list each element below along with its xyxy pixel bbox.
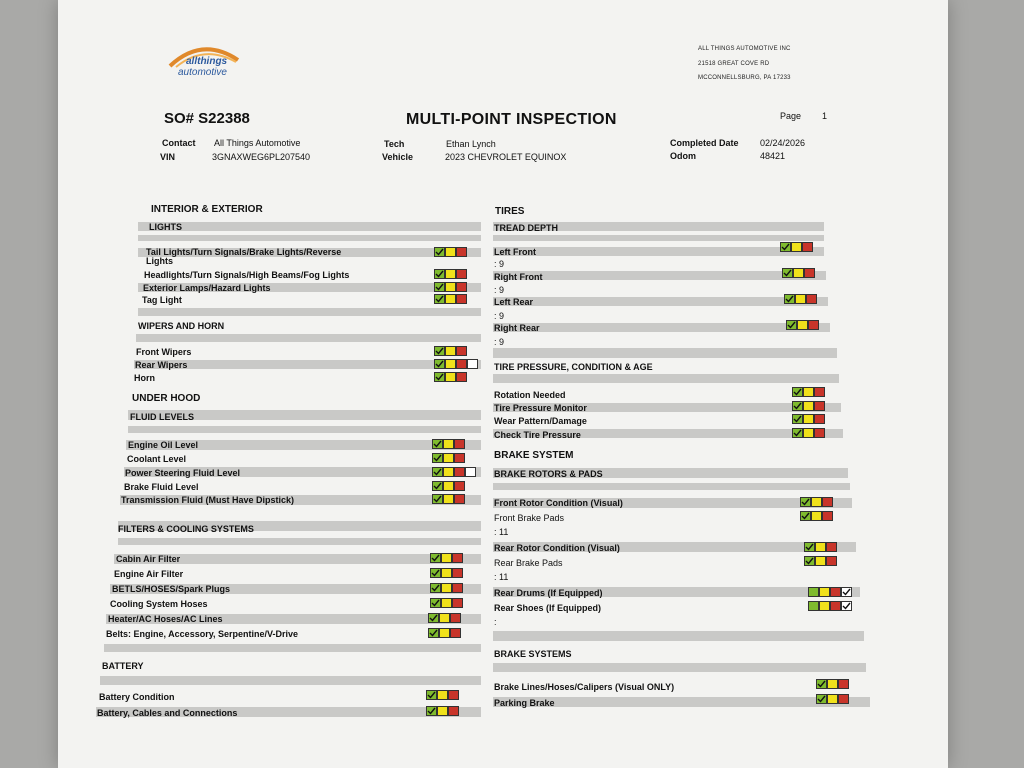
item-right-front: Right Front	[494, 272, 543, 282]
status-checkbox[interactable]	[792, 428, 825, 438]
status-checkbox[interactable]	[816, 694, 849, 704]
status-checkbox[interactable]	[816, 679, 849, 689]
vehicle-label: Vehicle	[382, 152, 414, 162]
item-brake-fluid: Brake Fluid Level	[124, 482, 199, 492]
status-checkbox[interactable]	[426, 690, 459, 700]
logo-line2: automotive	[178, 67, 227, 78]
status-checkbox[interactable]	[434, 247, 467, 257]
status-checkbox[interactable]	[808, 587, 852, 597]
item-engine-air-filter: Engine Air Filter	[114, 569, 184, 579]
row-bar	[493, 663, 866, 672]
item-check-tire-pressure: Check Tire Pressure	[494, 430, 581, 440]
row-bar	[128, 426, 481, 433]
status-checkbox[interactable]	[800, 497, 833, 507]
item-cooling-hoses: Cooling System Hoses	[110, 599, 208, 609]
subsection-filters: FILTERS & COOLING SYSTEMS	[118, 524, 254, 534]
item-rear-rotor: Rear Rotor Condition (Visual)	[494, 543, 620, 553]
item-tag-light: Tag Light	[142, 295, 182, 305]
row-bar	[100, 676, 481, 685]
company-name: ALL THINGS AUTOMOTIVE INC	[698, 46, 791, 52]
status-checkbox[interactable]	[432, 494, 465, 504]
item-cabin-air-filter: Cabin Air Filter	[116, 554, 181, 564]
status-checkbox[interactable]	[430, 598, 463, 608]
section-brake-system: BRAKE SYSTEM	[494, 450, 574, 461]
item-front-brake-pads: Front Brake Pads	[494, 513, 565, 523]
item-rotation-needed: Rotation Needed	[494, 390, 566, 400]
tread-value-left-rear: : 9	[494, 311, 505, 321]
subsection-brake-systems: BRAKE SYSTEMS	[494, 649, 572, 659]
pad-value-rear: : 11	[494, 572, 509, 582]
status-checkbox[interactable]	[428, 613, 461, 623]
row-bar	[138, 308, 481, 316]
item-left-front: Left Front	[494, 247, 536, 257]
company-logo	[166, 40, 242, 86]
vin-label: VIN	[160, 152, 176, 162]
status-checkbox[interactable]	[434, 269, 467, 279]
status-checkbox[interactable]	[432, 439, 465, 449]
item-rear-brake-pads: Rear Brake Pads	[494, 558, 563, 568]
completed-value: 02/24/2026	[760, 138, 806, 148]
subsection-fluid-levels: FLUID LEVELS	[130, 412, 195, 422]
status-checkbox[interactable]	[432, 467, 476, 477]
status-checkbox[interactable]	[808, 601, 852, 611]
page-label: Page	[780, 111, 802, 121]
item-power-steering: Power Steering Fluid Level	[125, 468, 241, 478]
status-checkbox[interactable]	[434, 359, 478, 369]
row-bar	[138, 235, 481, 241]
subsection-lights: LIGHTS	[149, 222, 182, 232]
company-street: 21518 GREAT COVE RD	[698, 61, 770, 67]
item-parking-brake: Parking Brake	[494, 698, 555, 708]
item-tail-lights: Tail Lights/Turn Signals/Brake Lights/Reverse	[146, 247, 342, 257]
row-bar	[493, 631, 864, 641]
contact-value: All Things Automotive	[214, 138, 301, 148]
item-heater-ac-hoses: Heater/AC Hoses/AC Lines	[108, 614, 223, 624]
item-rear-wipers: Rear Wipers	[135, 360, 188, 370]
vehicle-value: 2023 CHEVROLET EQUINOX	[445, 152, 567, 162]
item-brake-lines: Brake Lines/Hoses/Calipers (Visual ONLY)	[494, 682, 675, 692]
item-belts-hoses-plugs: BETLS/HOSES/Spark Plugs	[112, 584, 231, 594]
item-battery-condition: Battery Condition	[99, 692, 175, 702]
status-checkbox[interactable]	[804, 542, 837, 552]
item-front-rotor: Front Rotor Condition (Visual)	[494, 498, 623, 508]
status-checkbox[interactable]	[430, 583, 463, 593]
status-checkbox[interactable]	[780, 242, 813, 252]
status-checkbox[interactable]	[786, 320, 819, 330]
status-checkbox[interactable]	[792, 414, 825, 424]
row-bar	[138, 222, 481, 231]
status-checkbox[interactable]	[804, 556, 837, 566]
row-bar	[104, 644, 481, 652]
item-wear-pattern: Wear Pattern/Damage	[494, 416, 587, 426]
company-city: MCCONNELLSBURG, PA 17233	[698, 75, 791, 81]
status-checkbox[interactable]	[428, 628, 461, 638]
item-belts-engine: Belts: Engine, Accessory, Serpentine/V-Drive	[106, 629, 299, 639]
status-checkbox[interactable]	[434, 372, 467, 382]
subsection-tire-pressure: TIRE PRESSURE, CONDITION & AGE	[494, 362, 653, 372]
item-rear-drums: Rear Drums (If Equipped)	[494, 588, 603, 598]
item-coolant: Coolant Level	[127, 454, 187, 464]
pad-value-front: : 11	[494, 527, 509, 537]
section-interior-exterior: INTERIOR & EXTERIOR	[151, 204, 263, 215]
status-checkbox[interactable]	[430, 568, 463, 578]
vin-value: 3GNAXWEG6PL207540	[212, 152, 311, 162]
tech-value: Ethan Lynch	[446, 139, 496, 149]
subsection-tread-depth: TREAD DEPTH	[494, 223, 559, 233]
item-rear-shoes: Rear Shoes (If Equipped)	[494, 603, 602, 613]
status-checkbox[interactable]	[426, 706, 459, 716]
contact-label: Contact	[162, 138, 196, 148]
row-bar	[493, 323, 830, 332]
status-checkbox[interactable]	[782, 268, 815, 278]
subsection-wipers: WIPERS AND HORN	[138, 321, 225, 331]
tread-value-right-rear: : 9	[494, 337, 505, 347]
shoes-value: :	[494, 617, 497, 627]
status-checkbox[interactable]	[784, 294, 817, 304]
item-right-rear: Right Rear	[494, 323, 540, 333]
item-tail-lights-cont: Lights	[146, 256, 173, 266]
tech-label: Tech	[384, 139, 405, 149]
status-checkbox[interactable]	[432, 453, 465, 463]
status-checkbox[interactable]	[432, 481, 465, 491]
row-bar	[493, 483, 850, 490]
row-bar	[493, 247, 824, 256]
logo-line1: allthings	[186, 56, 228, 67]
row-bar	[493, 271, 826, 280]
status-checkbox[interactable]	[434, 346, 467, 356]
subsection-brake-rotors: BRAKE ROTORS & PADS	[494, 469, 603, 479]
inspection-sheet	[58, 0, 948, 768]
item-exterior-lamps: Exterior Lamps/Hazard Lights	[143, 283, 271, 293]
status-checkbox[interactable]	[792, 401, 825, 411]
item-battery-cables: Battery, Cables and Connections	[97, 708, 238, 718]
subsection-battery: BATTERY	[102, 661, 144, 671]
status-checkbox[interactable]	[792, 387, 825, 397]
so-number: SO# S22388	[164, 110, 250, 127]
row-bar	[493, 348, 837, 358]
row-bar	[493, 235, 824, 241]
status-checkbox[interactable]	[434, 282, 467, 292]
item-horn: Horn	[134, 373, 155, 383]
completed-label: Completed Date	[670, 138, 739, 148]
status-checkbox[interactable]	[434, 294, 467, 304]
row-bar	[118, 538, 481, 545]
item-transmission-fluid: Transmission Fluid (Must Have Dipstick)	[121, 495, 295, 505]
odom-value: 48421	[760, 151, 786, 161]
section-tires: TIRES	[495, 206, 525, 217]
page-title: MULTI-POINT INSPECTION	[406, 111, 617, 128]
status-checkbox[interactable]	[430, 553, 463, 563]
item-headlights: Headlights/Turn Signals/High Beams/Fog Lights	[144, 270, 350, 280]
tread-value-right-front: : 9	[494, 285, 505, 295]
item-front-wipers: Front Wipers	[136, 347, 192, 357]
item-left-rear: Left Rear	[494, 297, 534, 307]
row-bar	[136, 334, 481, 342]
odom-label: Odom	[670, 151, 696, 161]
status-checkbox[interactable]	[800, 511, 833, 521]
row-bar	[493, 374, 839, 383]
item-tire-pressure-monitor: Tire Pressure Monitor	[494, 403, 587, 413]
tread-value-left-front: : 9	[494, 259, 505, 269]
page-number: 1	[822, 111, 828, 121]
item-engine-oil: Engine Oil Level	[128, 440, 199, 450]
section-under-hood: UNDER HOOD	[132, 393, 201, 404]
row-bar	[493, 297, 828, 306]
